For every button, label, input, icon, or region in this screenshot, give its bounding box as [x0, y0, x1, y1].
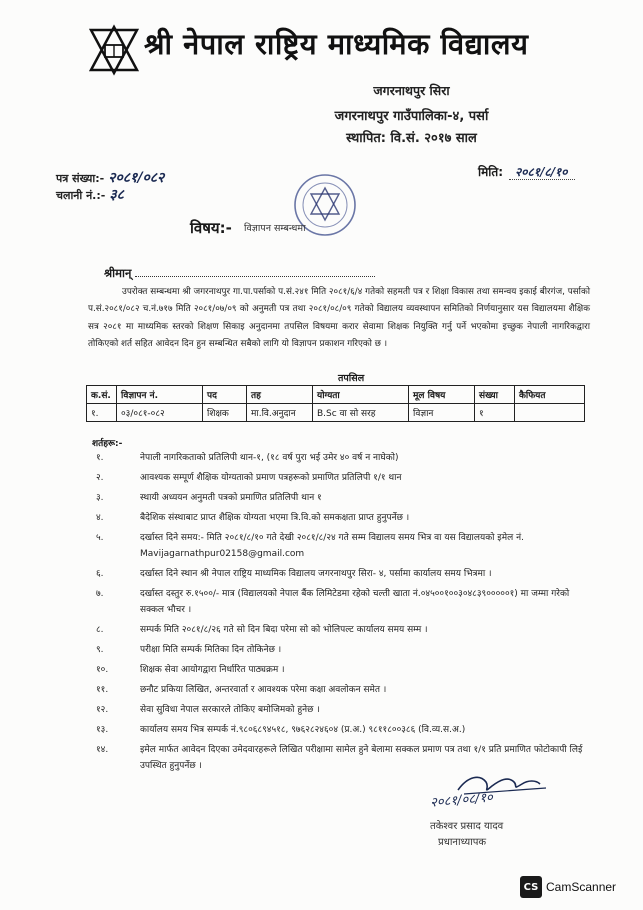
school-name: श्री नेपाल राष्ट्रिय माध्यमिक विद्यालय	[144, 27, 529, 61]
item-text: दर्खास्त दस्तुर रु.१५००/- मात्र (विद्यालयको नेपाल बैंक लिमिटेडमा रहेको चल्ती खाता नं.०४५००१००३०४८३९०००००१) मा जम्मा गरेको सक्कल भौचर ।	[140, 589, 570, 615]
item-text: स्थायी अध्ययन अनुमती पत्रको प्रमाणित प्रतिलिपी थान १	[140, 493, 322, 503]
body-paragraph: उपरोक्त सम्बन्धमा श्री जगरनाथपुर गा.पा.पर्साको प.सं.२४१ मिति २०८१/६/४ गतेको सहमती पत्र र शिक्षा विकास तथा समन्वय इकाई बीरगंज, पर्साको प.सं.२०८१/०८२ च.नं.७१७ मिति २०८१/०७/०९ को अनुमती पत्र तथा २०८१/०८/०९ गतेको विद्यालय व्यवस्थापन समितिको निर्णयानुसार यस विद्यालयमा शैक्षिक सत्र २०८१ मा माध्यमिक स्तरको शिक्षण सिकाइ अनुदानमा तपसिल विषयमा करार सेवामा शिक्षक नियुक्ति गर्नु पर्ने भएकोमा इच्छुक नेपाली नागरिकद्वारा तोकिएको शर्त सहित आवेदन दिन हुन सम्बन्धित सबैको लागि यो विज्ञापन प्रकाशन गरिएको छ ।	[88, 287, 590, 350]
camscanner-logo-icon: CS	[520, 876, 542, 898]
cell-qualification: B.Sc वा सो सरह	[313, 404, 409, 422]
list-item	[96, 510, 590, 526]
salutation: श्रीमान्	[104, 266, 375, 281]
school-logo-icon	[88, 24, 140, 76]
cell-level: मा.वि.अनुदान	[247, 404, 313, 422]
list-item	[96, 702, 590, 718]
table-header-row	[87, 386, 585, 404]
reference-label: पत्र संख्या:-	[56, 172, 105, 185]
school-location: जगरनाथपुर सिरा	[373, 83, 450, 98]
list-item	[96, 490, 590, 506]
header-level: तह	[247, 386, 313, 404]
school-municipality: जगरनाथपुर गाउँपालिका-४, पर्सा	[334, 109, 489, 124]
item-number: १०.	[96, 665, 109, 675]
dispatch-number	[56, 185, 124, 204]
camscanner-label: CamScanner	[546, 880, 617, 894]
item-number: १४.	[96, 745, 109, 755]
table-caption: तपसिल	[338, 373, 365, 384]
list-item	[96, 622, 590, 638]
item-text: बैदेशिक संस्थाबाट प्राप्त शैक्षिक योग्यता भएमा त्रि.वि.को समकक्षता प्राप्त हुनुपर्नेछ ।	[140, 513, 410, 523]
conditions-heading: शर्तहरू:-	[92, 439, 123, 449]
letter-date	[478, 163, 575, 180]
item-text: सेवा सुविधा नेपाल सरकारले तोकिए बमोजिमको हुनेछ ।	[140, 705, 320, 715]
item-number: १२.	[96, 705, 109, 715]
item-text: छनौट प्रकिया लिखित, अन्तरवार्ता र आवश्यक परेमा कक्षा अवलोकन समेत ।	[140, 685, 387, 695]
item-text: कार्यालय समय भित्र सम्पर्क नं.९८०६८९४५१८, ९७६२८२४६०४ (प्र.अ.) ९८११८००३८६ (वि.व्य.स.अ.)	[140, 725, 466, 735]
list-item	[96, 642, 590, 658]
item-text: दर्खास्त दिने स्थान श्री नेपाल राष्ट्रिय माध्यमिक विद्यालय जगरनाथपुर सिरा- ४, पर्सामा कार्यालय समय भित्रमा ।	[140, 569, 492, 579]
signer-name: तकेश्वर प्रसाद यादव	[430, 821, 504, 832]
list-item	[96, 682, 590, 698]
list-item	[96, 722, 590, 738]
item-number: ७.	[96, 589, 104, 599]
header-count: संख्या	[475, 386, 515, 404]
header-post: पद	[203, 386, 247, 404]
item-text: नेपाली नागरिकताको प्रतिलिपी थान-१, (१८ वर्ष पुरा भई उमेर ४० वर्ष न नाघेको)	[140, 453, 399, 463]
list-item	[96, 662, 590, 678]
item-text: आवश्यक सम्पूर्ण शैक्षिक योग्यताको प्रमाण पत्रहरूको प्रमाणित प्रतिलिपी १/१ थान	[140, 473, 402, 483]
list-item	[96, 530, 590, 562]
item-number: १३.	[96, 725, 109, 735]
reference-value: २०८१/०८२	[108, 170, 165, 186]
conditions-list	[96, 450, 590, 778]
header-sn: क.सं.	[87, 386, 117, 404]
school-established: स्थापित: वि.सं. २०१७ साल	[346, 131, 477, 146]
item-text: परीक्षा मिति सम्पर्क मितिका दिन तोकिनेछ ।	[140, 645, 282, 655]
cell-count: १	[475, 404, 515, 422]
camscanner-watermark	[520, 876, 616, 898]
item-number: ३.	[96, 493, 104, 503]
subject-label: विषय:-	[190, 219, 232, 237]
item-text: सम्पर्क मिति २०८१/८/२६ गते सो दिन बिदा परेमा सो को भोलिपल्ट कार्यालय समय सम्म ।	[140, 625, 428, 635]
signer-title: प्रधानाध्यापक	[438, 837, 487, 848]
table-row	[87, 404, 585, 422]
item-number: १.	[96, 453, 104, 463]
item-number: ५.	[96, 533, 104, 543]
item-text: दर्खास्त दिने समय:- मिति २०८१/८/१० गते देखी २०८१/८/२४ गते सम्म विद्यालय समय भित्र वा यस विद्यालयको इमेल नं. Mavijagarnathpur02158@gmail.com	[140, 533, 524, 559]
dispatch-value: ३८	[109, 187, 124, 203]
cell-post: शिक्षक	[203, 404, 247, 422]
list-item	[96, 470, 590, 486]
list-item	[96, 450, 590, 466]
header-subject: मूल विषय	[409, 386, 475, 404]
dispatch-label: चलानी नं.:-	[56, 189, 106, 202]
item-text: शिक्षक सेवा आयोगद्वारा निर्धारित पाठ्यक्रम ।	[140, 665, 285, 675]
list-item	[96, 586, 590, 618]
header-remarks: कैफियत	[515, 386, 585, 404]
item-number: २.	[96, 473, 104, 483]
cell-subject: विज्ञान	[409, 404, 475, 422]
cell-ad-number: ०३/०८१-०८२	[117, 404, 203, 422]
subject-value: विज्ञापन सम्बन्धमा	[244, 223, 306, 234]
item-number: ६.	[96, 569, 104, 579]
item-number: ९.	[96, 645, 104, 655]
item-number: ११.	[96, 685, 109, 695]
date-value: २०८१/८/१०	[509, 165, 575, 180]
item-number: ४.	[96, 513, 104, 523]
item-text: इमेल मार्फत आवेदन दिएका उमेदवारहरूले लिखित परीक्षामा सामेल हुने बेलामा सक्कल प्रमाण पत्र तथा १/१ प्रति प्रमाणित फोटोकापी लिई उपस्थित हुनुपर्नेछ ।	[140, 745, 583, 771]
list-item	[96, 566, 590, 582]
header-qualification: योग्यता	[313, 386, 409, 404]
item-number: ८.	[96, 625, 104, 635]
cell-remarks	[515, 404, 585, 422]
date-label: मिति:	[478, 165, 504, 179]
signature-date: २०८१/०८/१०	[429, 790, 494, 811]
vacancy-table	[86, 385, 585, 422]
header-ad-number: विज्ञापन नं.	[117, 386, 203, 404]
cell-sn: १.	[87, 404, 117, 422]
